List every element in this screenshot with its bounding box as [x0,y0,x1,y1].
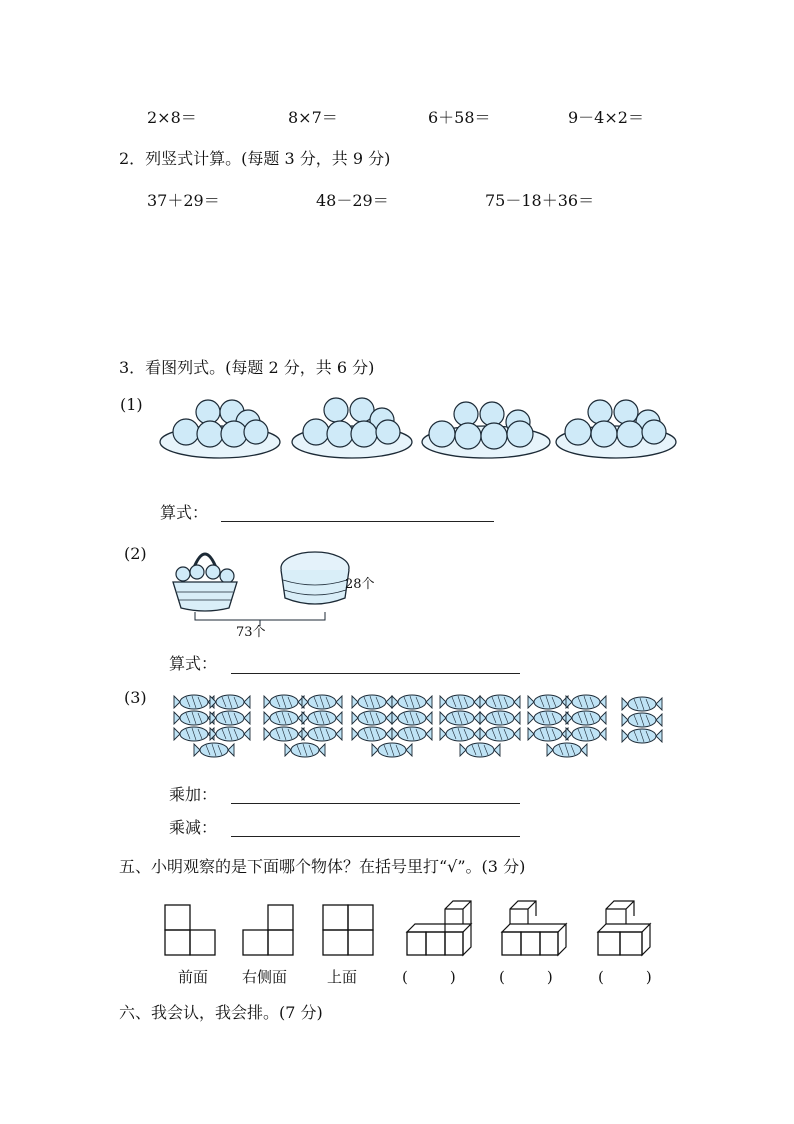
candy-group-4 [440,695,520,757]
right-side-view [243,905,293,955]
option-2-bracket[interactable]: ( ) [499,968,557,986]
q2-item-1: 37＋29＝ [147,191,220,210]
q3-title: 3．看图列式。(每题 2 分，共 6 分) [119,358,375,377]
plate-2 [292,398,412,458]
q3-part3-sub-label: 乘减： [169,818,218,837]
q6-title: 六、我会认，我会排。(7 分) [119,1003,323,1022]
basket-count-label: 28个 [345,577,375,592]
candy-group-1 [174,695,250,757]
q2-item-3: 75－18＋36＝ [485,191,595,210]
q3-part3-sub-answer-line[interactable] [231,836,520,837]
q3-part1-label: (1) [120,395,143,414]
q3-part2-formula-label: 算式： [169,654,218,673]
cube-object-1 [407,901,471,955]
view-label-right: 右侧面 [242,968,288,986]
option-3-bracket[interactable]: ( ) [598,968,656,986]
q2-item-2: 48－29＝ [316,191,389,210]
top-view [323,905,373,955]
apple-plates-illustration [158,392,678,472]
plate-1 [160,400,280,458]
basket-round [281,552,349,604]
plate-3 [422,402,550,458]
calc-item-2: 8×7＝ [288,108,338,127]
views-and-cubes-illustration [160,895,670,965]
q3-part1-formula-label: 算式： [160,503,209,522]
q3-part3-add-label: 乘加： [169,785,218,804]
basket-total-label: 73个 [236,625,266,640]
basket-with-apples [173,554,237,611]
cube-object-3 [598,901,650,955]
total-brace [195,612,325,626]
candy-group-6 [622,697,662,743]
view-label-top: 上面 [327,968,358,986]
q5-title: 五、小明观察的是下面哪个物体？在括号里打“√”。(3 分) [119,857,526,876]
calc-item-4: 9－4×2＝ [568,108,644,127]
calc-item-1: 2×8＝ [147,108,197,127]
candy-group-3 [352,695,432,757]
candy-group-2 [264,695,342,757]
q3-part3-label: (3) [124,688,147,707]
q2-title: 2．列竖式计算。(每题 3 分，共 9 分) [119,149,391,168]
calc-item-3: 6＋58＝ [428,108,491,127]
view-label-front: 前面 [178,968,209,986]
candies-illustration [172,690,672,765]
q3-part1-answer-line[interactable] [221,521,494,522]
q3-part2-label: (2) [124,544,147,563]
option-1-bracket[interactable]: ( ) [402,968,460,986]
cube-object-2 [502,901,566,955]
plate-4 [556,400,676,458]
q3-part2-answer-line[interactable] [231,673,520,674]
q3-part3-add-answer-line[interactable] [231,803,520,804]
front-view [165,905,215,955]
candy-group-5 [528,695,606,757]
